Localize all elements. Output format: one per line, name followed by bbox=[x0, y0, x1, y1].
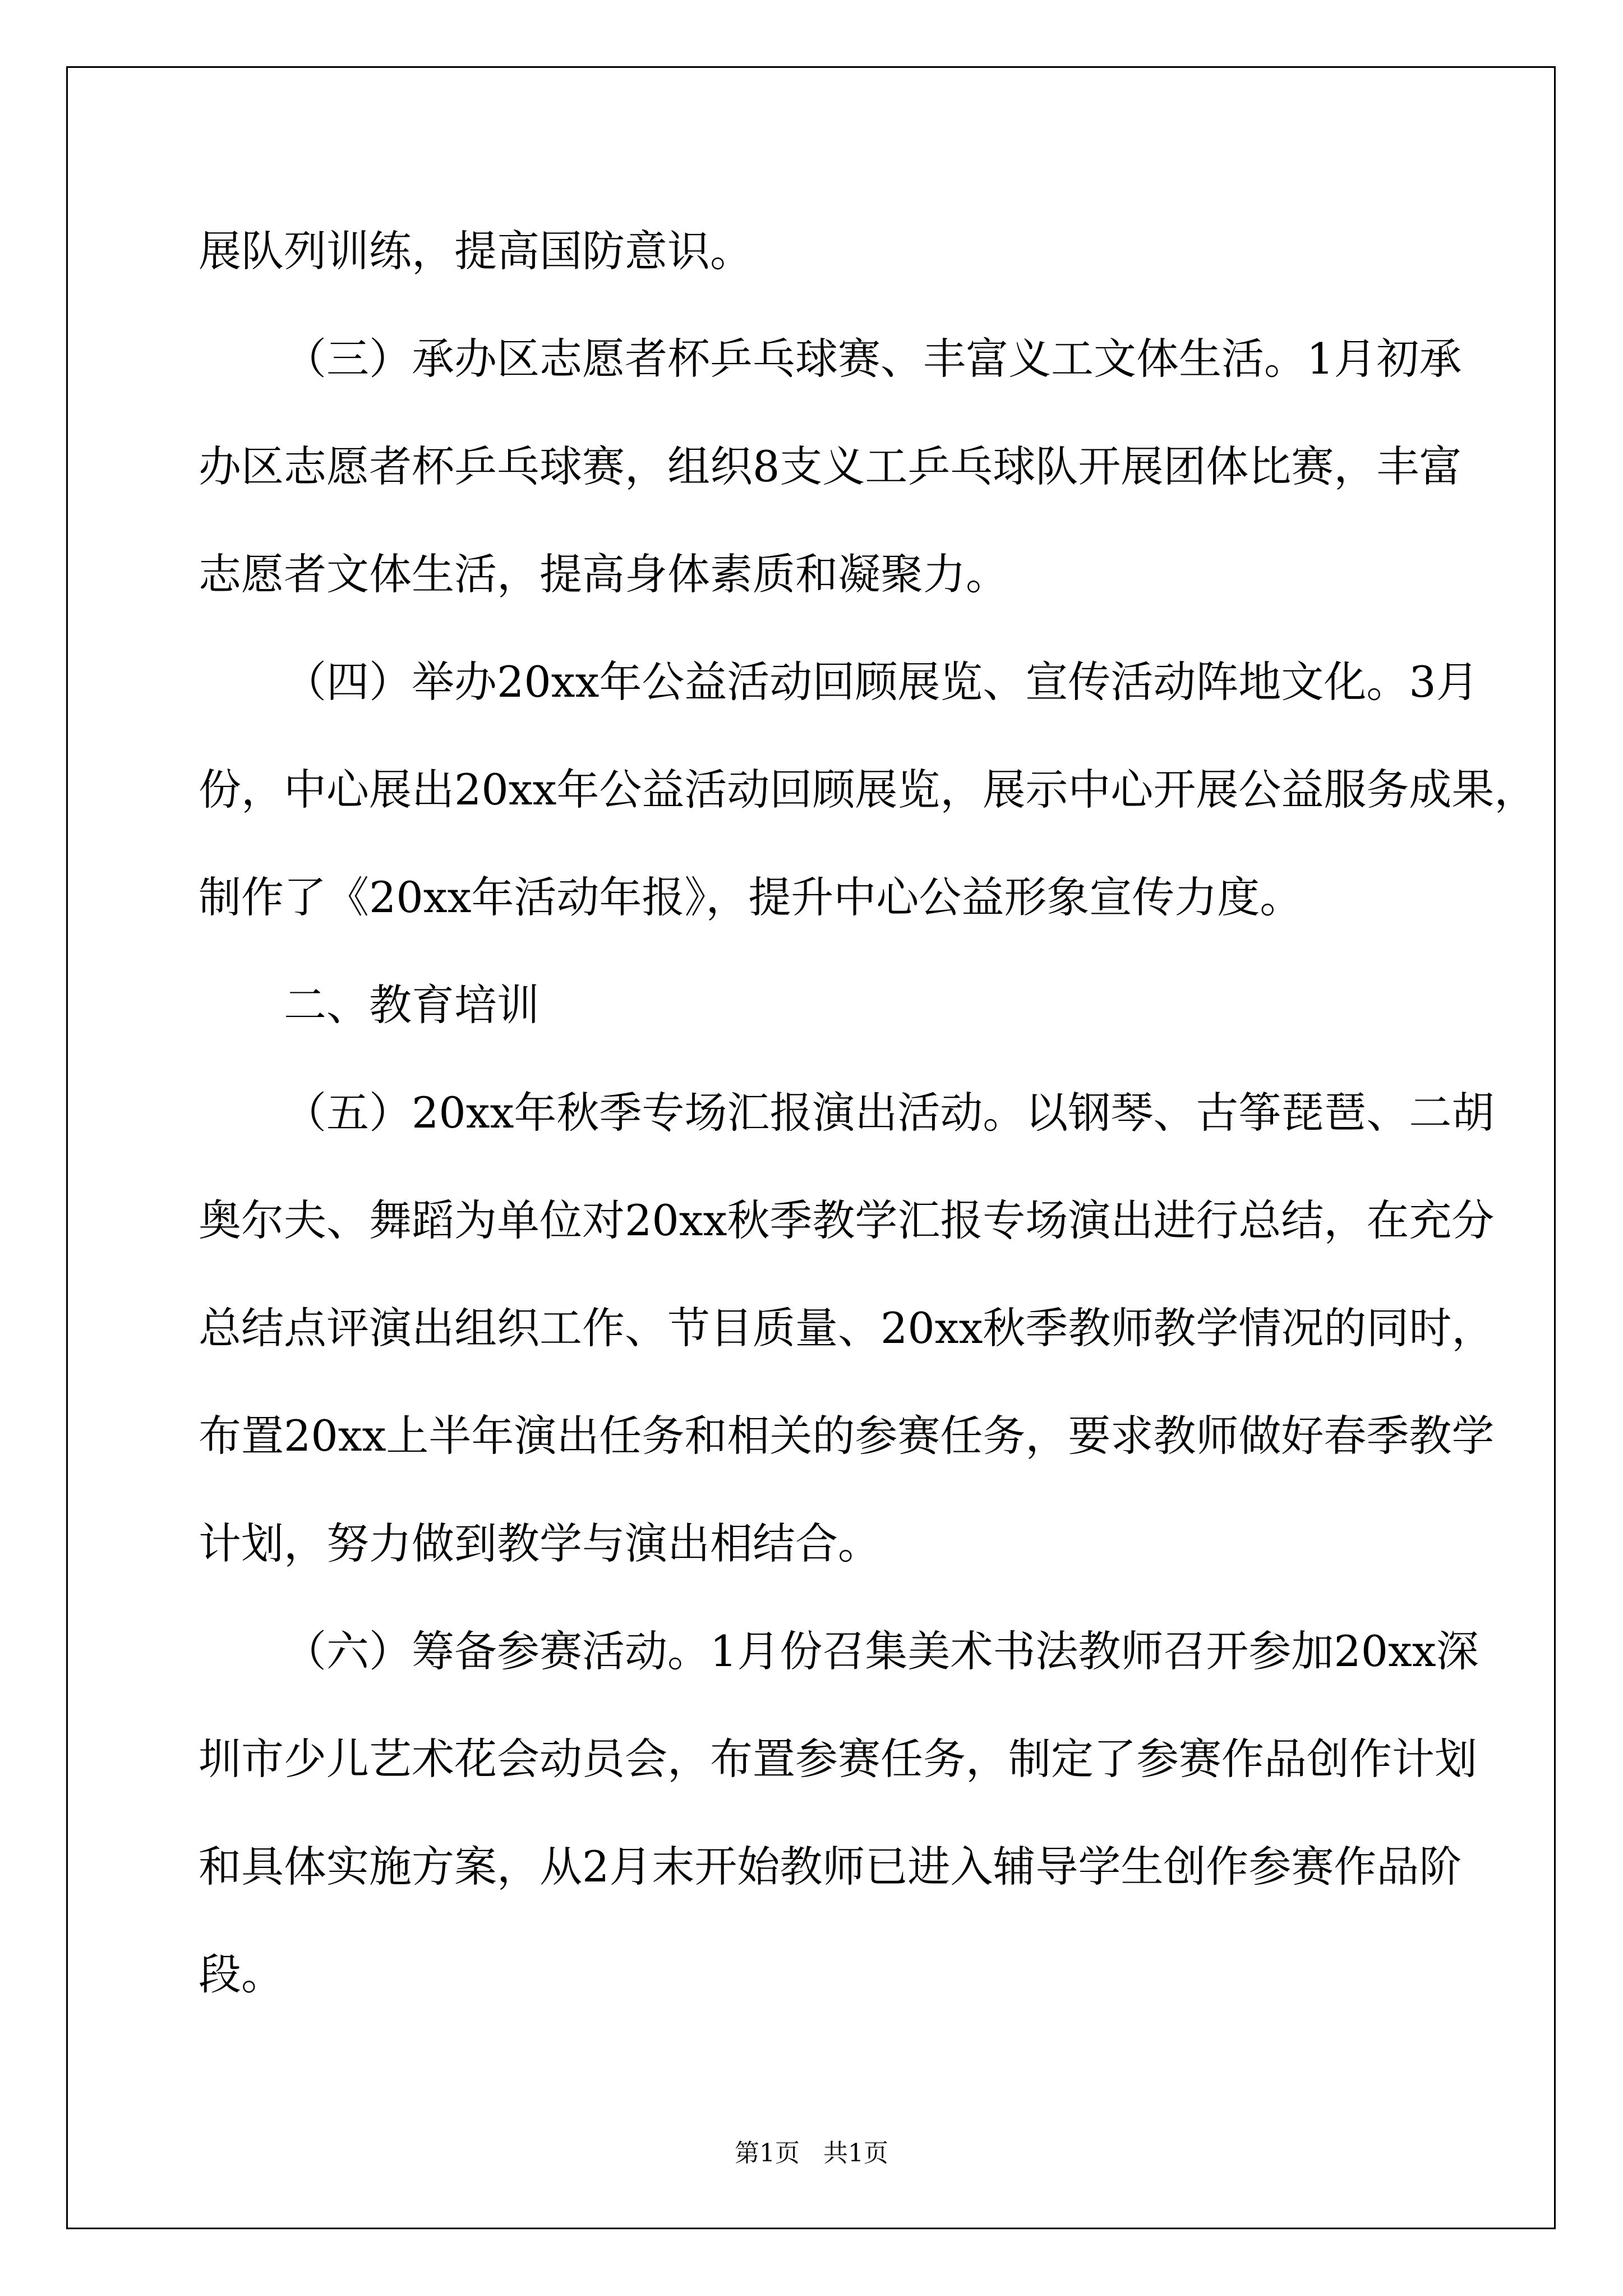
text-line: （三）承办区志愿者杯乒乓球赛、丰富义工文体生活。1月初承 bbox=[284, 334, 1462, 384]
document-body bbox=[199, 197, 1537, 2028]
section-heading: 二、教育培训 bbox=[284, 980, 540, 1030]
text-line: 和具体实施方案，从2月末开始教师已进入辅导学生创作参赛作品阶 bbox=[199, 1842, 1462, 1892]
text-line: 布置20xx上半年演出任务和相关的参赛任务，要求教师做好春季教学 bbox=[199, 1411, 1495, 1461]
text-line: 办区志愿者杯乒乓球赛，组织8支义工乒乓球队开展团体比赛，丰富 bbox=[199, 441, 1462, 491]
text-line: （六）筹备参赛活动。1月份召集美术书法教师召开参加20xx深 bbox=[284, 1626, 1479, 1676]
page-footer: 第1页 共1页 bbox=[735, 2139, 888, 2168]
text-line: 志愿者文体生活，提高身体素质和凝聚力。 bbox=[199, 549, 1008, 599]
text-line: 奥尔夫、舞蹈为单位对20xx秋季教学汇报专场演出进行总结，在充分 bbox=[199, 1195, 1495, 1245]
text-line: （五）20xx年秋季专场汇报演出活动。以钢琴、古筝琵琶、二胡 bbox=[284, 1088, 1495, 1138]
text-line: 制作了《20xx年活动年报》，提升中心公益形象宣传力度。 bbox=[199, 872, 1303, 922]
text-line: 圳市少儿艺术花会动员会，布置参赛任务，制定了参赛作品创作计划 bbox=[199, 1734, 1477, 1784]
text-line: （四）举办20xx年公益活动回顾展览、宣传活动阵地文化。3月 bbox=[284, 657, 1479, 707]
text-line: 段。 bbox=[199, 1949, 284, 1999]
text-line: 总结点评演出组织工作、节目质量、20xx秋季教师教学情况的同时， bbox=[199, 1303, 1495, 1353]
text-line: 份，中心展出20xx年公益活动回顾展览，展示中心开展公益服务成果， bbox=[199, 765, 1537, 815]
text-line: 计划，努力做到教学与演出相结合。 bbox=[199, 1519, 880, 1568]
text-line: 展队列训练，提高国防意识。 bbox=[199, 226, 753, 276]
